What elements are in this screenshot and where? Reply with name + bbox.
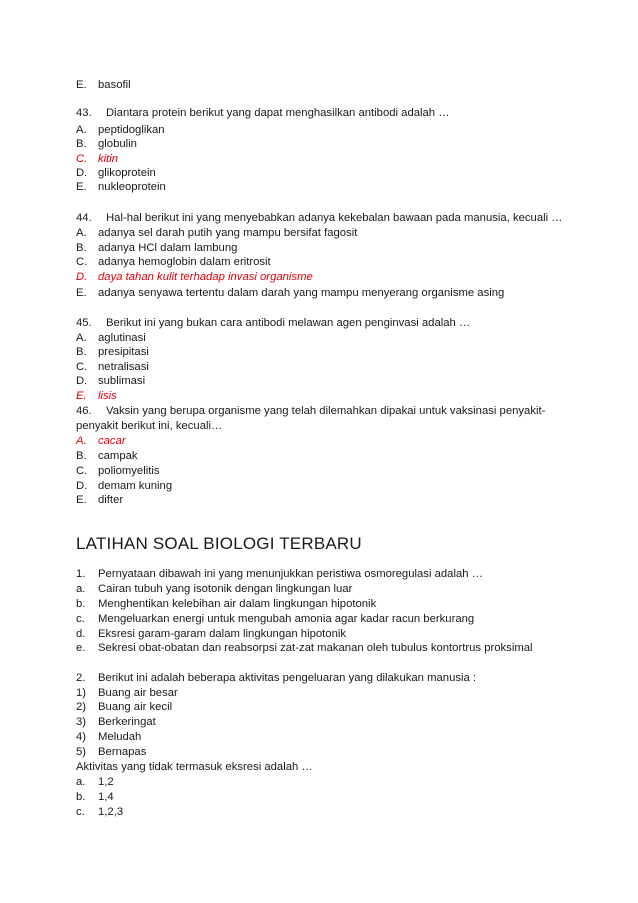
option-text: kitin (98, 153, 119, 165)
option-key: B. (76, 346, 87, 358)
option-key: C. (76, 256, 88, 268)
item-key: 5) (76, 746, 87, 758)
option-key: B. (76, 138, 87, 150)
option-text: basofil (98, 79, 131, 91)
option-text: adanya sel darah putih yang mampu bersifat fagosit (98, 227, 358, 239)
option-text: Menghentikan kelebihan air dalam lingkungan hipotonik (98, 598, 377, 610)
option-key: A. (76, 124, 87, 136)
q44-option-b (76, 241, 237, 255)
option-key: B. (76, 242, 87, 254)
s2-question: Aktivitas yang tidak termasuk eksresi adalah … (76, 761, 313, 773)
option-key: c. (76, 613, 85, 625)
option-key: b. (76, 598, 86, 610)
q43-option-b (76, 137, 137, 151)
q46-stem (76, 404, 545, 418)
q44-stem (76, 211, 563, 225)
q45-option-b (76, 345, 149, 359)
question-text: Berikut ini yang bukan cara antibodi melawan agen penginvasi adalah … (106, 317, 471, 329)
option-text: 1,4 (98, 791, 114, 803)
s2-option-b (76, 790, 114, 804)
option-key: e. (76, 642, 86, 654)
option-key: D. (76, 375, 88, 387)
q43-option-d (76, 166, 156, 180)
question-text: Hal-hal berikut ini yang menyebabkan adanya kekebalan bawaan pada manusia, kecuali … (106, 212, 563, 224)
option-text: peptidoglikan (98, 124, 165, 136)
s2-item-1 (76, 686, 178, 700)
q43-option-c-answer (76, 152, 118, 166)
item-text: Buang air besar (98, 687, 178, 699)
q42-option-e (76, 78, 131, 92)
option-text: globulin (98, 138, 137, 150)
option-text: adanya senyawa tertentu dalam darah yang mampu menyerang organisme asing (98, 287, 505, 299)
q46-stem-continued: penyakit berikut ini, kecuali… (76, 420, 223, 432)
q46-option-d (76, 479, 172, 493)
q46-option-c (76, 464, 160, 478)
s2-stem (76, 671, 476, 685)
item-text: Berkeringat (98, 716, 156, 728)
option-text: 1,2,3 (98, 806, 124, 818)
item-key: 1) (76, 687, 87, 699)
option-text: cacar (98, 435, 126, 447)
question-number: 1. (76, 568, 86, 580)
option-key: D. (76, 480, 88, 492)
option-key: E. (76, 494, 87, 506)
option-text: 1,2 (98, 776, 114, 788)
option-key: b. (76, 791, 86, 803)
option-key: C. (76, 153, 88, 165)
s2-item-4 (76, 730, 141, 744)
question-text: Berikut ini adalah beberapa aktivitas pengeluaran yang dilakukan manusia : (98, 672, 477, 684)
q46-option-b (76, 449, 138, 463)
option-text: Sekresi obat-obatan dan reabsorpsi zat-zat makanan oleh tubulus kontortrus proksimal (98, 642, 533, 654)
option-text: netralisasi (98, 361, 149, 373)
option-text: adanya HCl dalam lambung (98, 242, 238, 254)
option-key: A. (76, 227, 87, 239)
q45-stem (76, 316, 470, 330)
q44-option-e (76, 286, 504, 300)
option-key: E. (76, 390, 87, 402)
item-key: 3) (76, 716, 87, 728)
option-text: aglutinasi (98, 332, 146, 344)
option-text: glikoprotein (98, 167, 156, 179)
question-number: 44. (76, 212, 92, 224)
s1-option-c (76, 612, 474, 626)
option-text: Cairan tubuh yang isotonik dengan lingkungan luar (98, 583, 353, 595)
option-key: D. (76, 271, 88, 283)
option-text: poliomyelitis (98, 465, 160, 477)
option-text: daya tahan kulit terhadap invasi organisme (98, 271, 313, 283)
option-key: B. (76, 450, 87, 462)
option-key: E. (76, 287, 87, 299)
s2-item-2 (76, 700, 172, 714)
item-key: 2) (76, 701, 87, 713)
option-text: difter (98, 494, 124, 506)
question-number: 45. (76, 317, 92, 329)
question-text: Diantara protein berikut yang dapat menghasilkan antibodi adalah … (106, 107, 450, 119)
question-text: Pernyataan dibawah ini yang menunjukkan peristiwa osmoregulasi adalah … (98, 568, 483, 580)
q43-stem (76, 106, 450, 120)
q43-option-e (76, 180, 166, 194)
option-key: a. (76, 776, 86, 788)
option-text: lisis (98, 390, 117, 402)
item-text: Bernapas (98, 746, 147, 758)
option-text: sublimasi (98, 375, 146, 387)
option-key: E. (76, 79, 87, 91)
s1-option-a (76, 582, 352, 596)
section-title: LATIHAN SOAL BIOLOGI TERBARU (76, 534, 362, 553)
s1-stem (76, 567, 483, 581)
option-key: c. (76, 806, 85, 818)
q43-option-a (76, 123, 165, 137)
s2-item-3 (76, 715, 156, 729)
question-number: 46. (76, 405, 92, 417)
q44-option-a (76, 226, 357, 240)
s1-option-b (76, 597, 376, 611)
option-key: E. (76, 181, 87, 193)
q45-option-a (76, 331, 146, 345)
option-text: Mengeluarkan energi untuk mengubah amonia agar kadar racun berkurang (98, 613, 475, 625)
s2-option-a (76, 775, 114, 789)
option-key: C. (76, 465, 88, 477)
option-key: C. (76, 361, 88, 373)
option-text: demam kuning (98, 480, 173, 492)
option-key: D. (76, 167, 88, 179)
q44-option-c (76, 255, 271, 269)
q46-option-a-answer (76, 434, 126, 448)
q45-option-c (76, 360, 149, 374)
item-key: 4) (76, 731, 87, 743)
option-text: presipitasi (98, 346, 149, 358)
question-number: 2. (76, 672, 86, 684)
question-number: 43. (76, 107, 92, 119)
item-text: Buang air kecil (98, 701, 173, 713)
question-text: Vaksin yang berupa organisme yang telah dilemahkan dipakai untuk vaksinasi penyakit- (106, 405, 546, 417)
item-text: Meludah (98, 731, 142, 743)
option-key: a. (76, 583, 86, 595)
q45-option-e-answer (76, 389, 117, 403)
option-text: nukleoprotein (98, 181, 166, 193)
s2-item-5 (76, 745, 146, 759)
s2-option-c (76, 805, 123, 819)
q45-option-d (76, 374, 145, 388)
s1-option-d (76, 627, 346, 641)
option-key: A. (76, 332, 87, 344)
option-text: adanya hemoglobin dalam eritrosit (98, 256, 271, 268)
option-key: A. (76, 435, 87, 447)
option-text: Eksresi garam-garam dalam lingkungan hipotonik (98, 628, 347, 640)
option-text: campak (98, 450, 138, 462)
option-key: d. (76, 628, 86, 640)
q46-option-e (76, 493, 123, 507)
s1-option-e (76, 641, 533, 655)
q44-option-d-answer (76, 270, 313, 284)
